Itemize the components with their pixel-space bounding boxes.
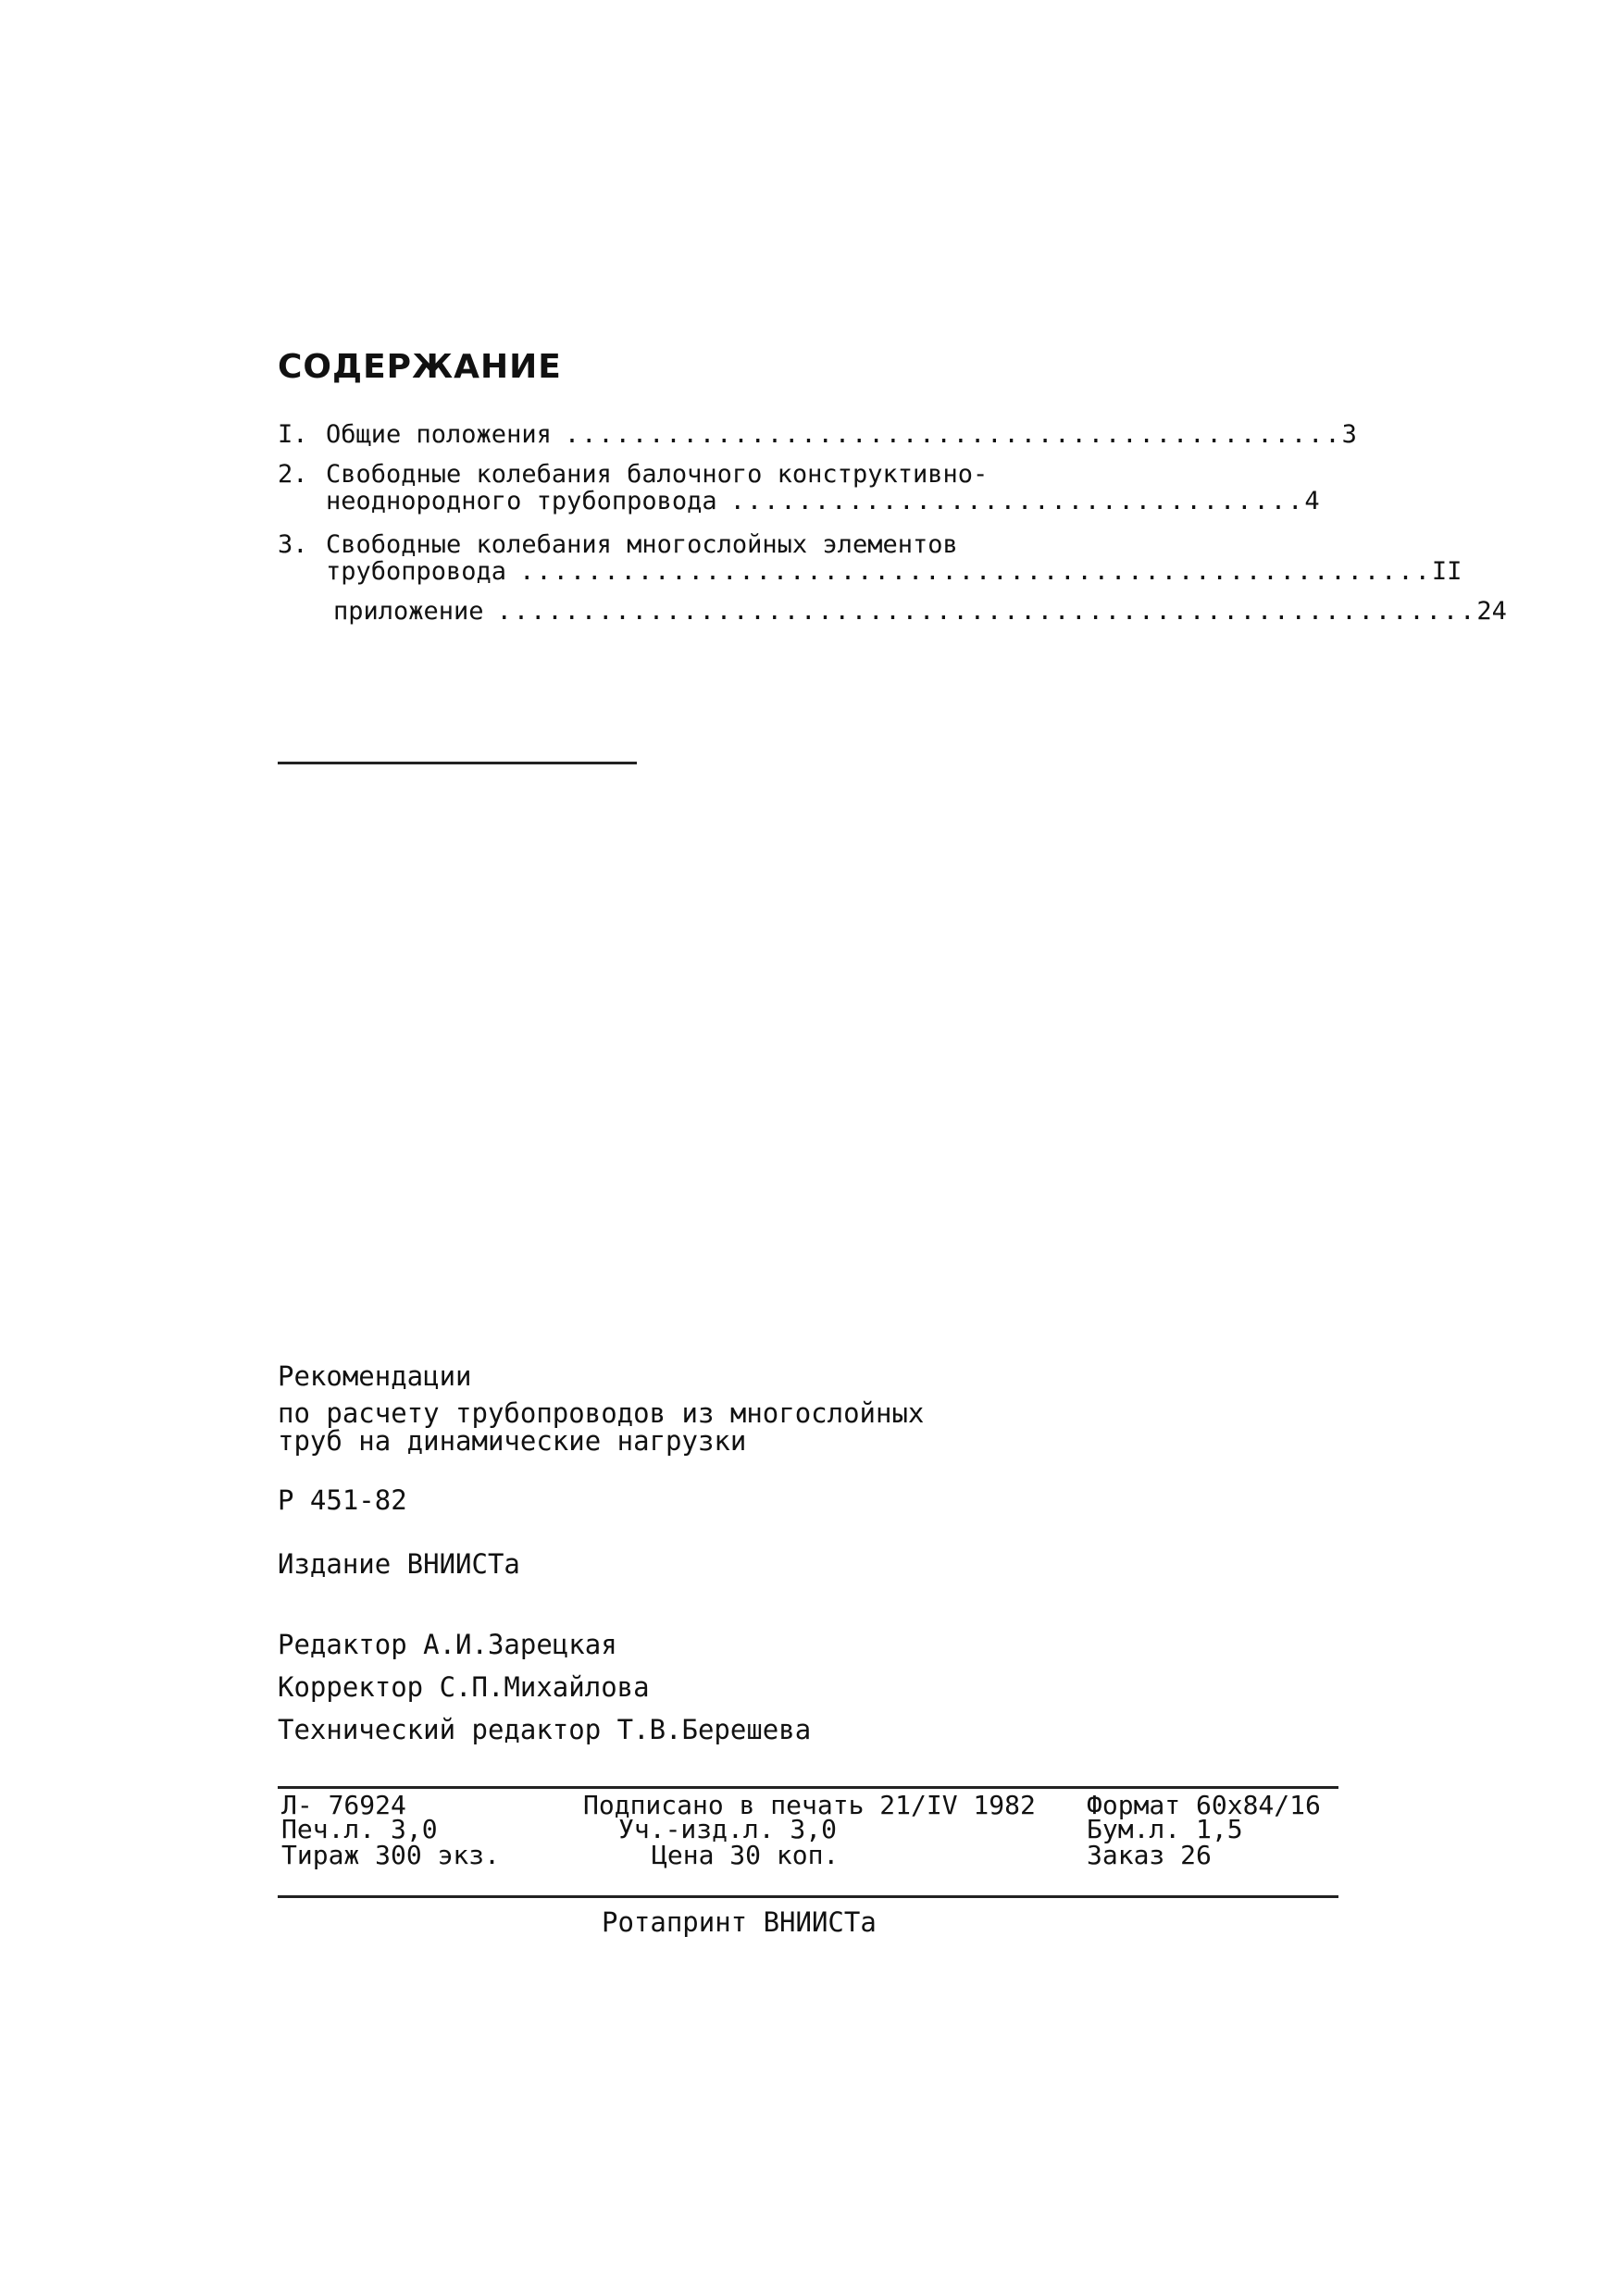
toc-title: СОДЕРЖАНИЕ [278, 348, 562, 386]
toc-entry-number: I. [278, 420, 308, 449]
toc-leader-dots: ...................................................... [519, 557, 1432, 586]
printer-name: Ротапринт ВНИИСТа [602, 1906, 877, 1938]
toc-entry-row [326, 487, 1320, 515]
toc-entry-text: трубопровода [326, 557, 507, 586]
signed-to-print: Подписано в печать 21/IV 1982 [583, 1790, 1036, 1820]
toc-page-number: 3 [1341, 420, 1357, 449]
toc-page-number: II [1431, 557, 1462, 586]
toc-entry-number: 2. [278, 460, 308, 489]
printed-sheets: Печ.л. 3,0 [281, 1814, 438, 1844]
imprint-description-line: по расчету трубопроводов из многослойных [278, 1397, 925, 1429]
publisher-sheets: Уч.-изд.л. 3,0 [618, 1814, 838, 1844]
publisher: Издание ВНИИСТа [278, 1548, 520, 1580]
technical-editor: Технический редактор Т.В.Берешева [278, 1714, 812, 1745]
toc-entry-text: неоднородного трубопровода [326, 487, 717, 515]
toc-entry-row [333, 597, 1507, 626]
toc-leader-dots: .................................. [729, 487, 1305, 515]
paper-format: Формат 60x84/16 [1087, 1790, 1321, 1820]
corrector: Корректор С.П.Михайлова [278, 1671, 650, 1703]
toc-page-number: 4 [1304, 487, 1320, 515]
toc-entry-row [326, 557, 1462, 586]
table-of-contents [278, 420, 1507, 626]
toc-leader-dots: .......................................................... [496, 597, 1477, 626]
imprint-description [278, 1399, 924, 1455]
toc-entry-number: 3. [278, 530, 308, 559]
toc-entry-general [278, 420, 1357, 449]
toc-entry-appendix [278, 597, 1507, 626]
toc-entry-row [326, 420, 1357, 449]
toc-page-number: 24 [1476, 597, 1507, 626]
document-code: Р 451-82 [278, 1484, 407, 1516]
price: Цена 30 коп. [652, 1840, 840, 1870]
toc-leader-dots: .............................................. [564, 420, 1342, 449]
footnote-divider [278, 762, 637, 764]
order-number: Заказ 26 [1087, 1840, 1212, 1870]
toc-entry-text: Свободные колебания балочного конструктивно- [326, 460, 989, 489]
toc-entry-text: приложение [333, 597, 484, 626]
toc-entry-multilayer-vibrations [278, 530, 1462, 586]
print-run: Тираж 300 экз. [281, 1840, 501, 1870]
toc-entry-text: Свободные колебания многослойных элементов [326, 530, 958, 559]
editor: Редактор А.И.Зарецкая [278, 1629, 617, 1660]
license-number: Л- 76924 [281, 1790, 406, 1820]
colophon-top-rule [278, 1786, 1338, 1789]
colophon-bottom-rule [278, 1895, 1338, 1898]
toc-entry-text: Общие положения [326, 420, 552, 449]
toc-entry-beam-vibrations [278, 460, 1320, 515]
imprint-title: Рекомендации [278, 1360, 472, 1392]
imprint-description-line: труб на динамические нагрузки [278, 1425, 747, 1457]
paper-sheets: Бум.л. 1,5 [1087, 1814, 1243, 1844]
